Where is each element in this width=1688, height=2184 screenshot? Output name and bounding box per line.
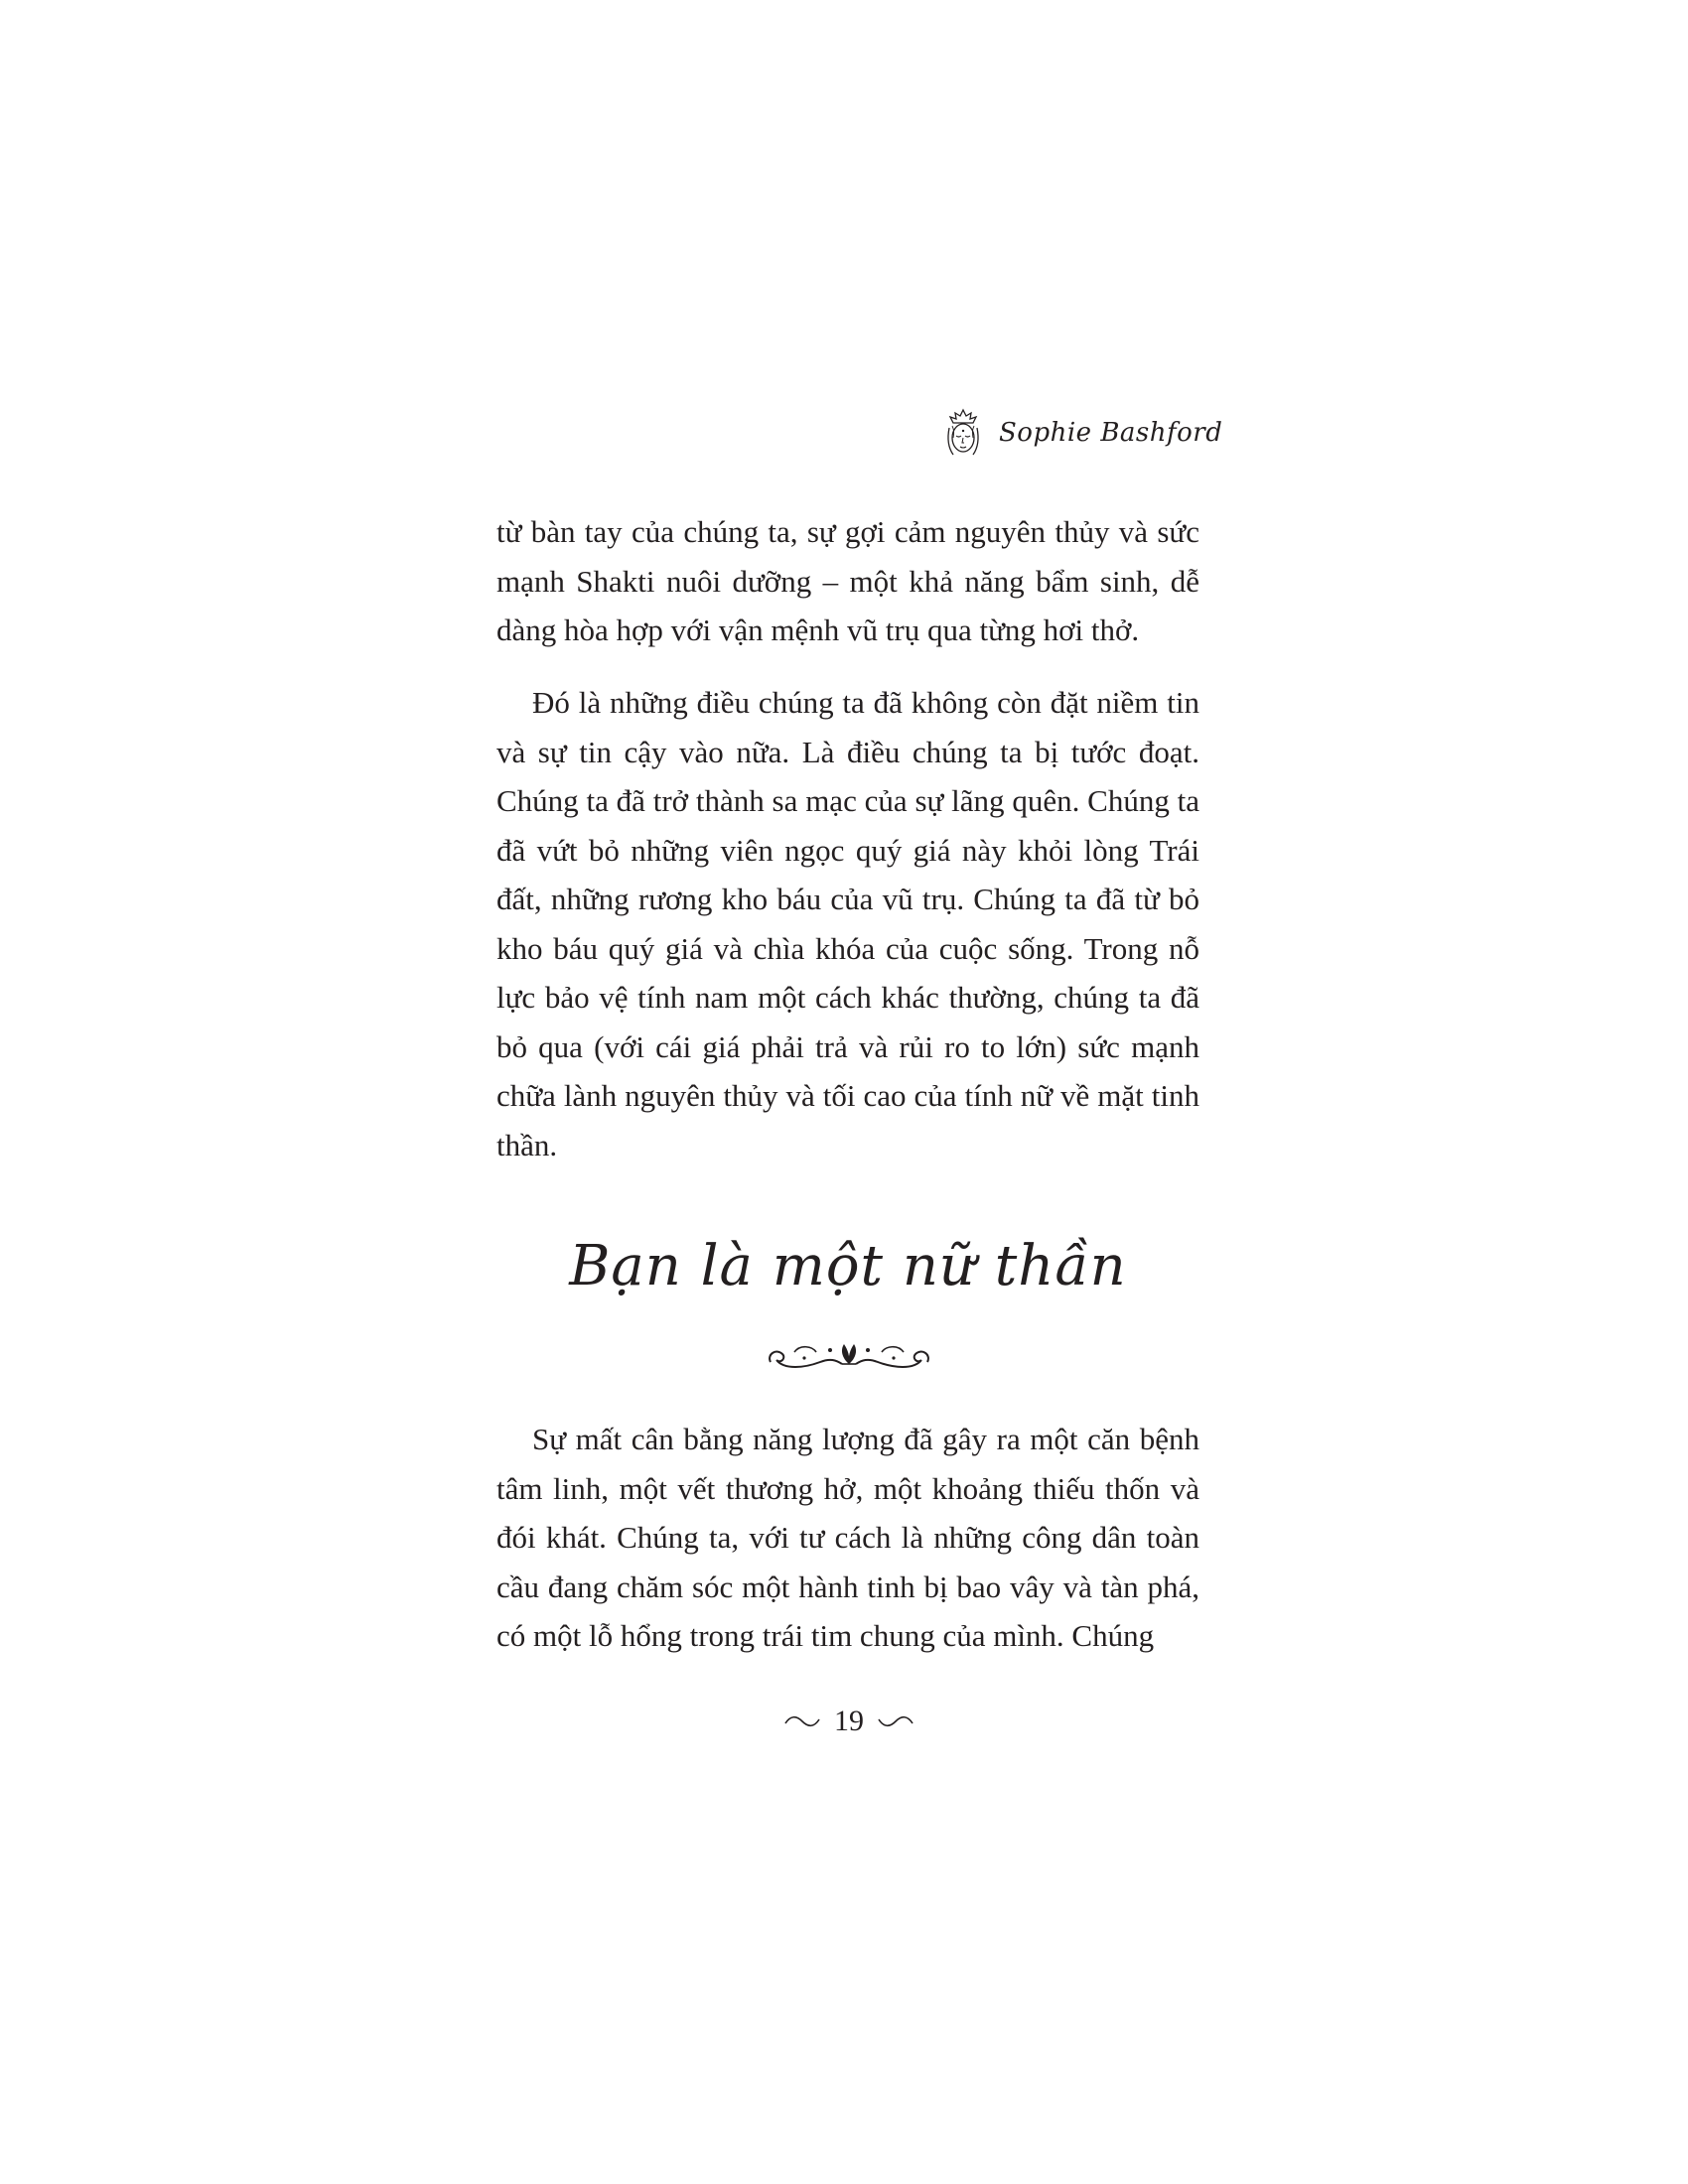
paragraph-continued: từ bàn tay của chúng ta, sự gợi cảm nguyên thủy và sức mạnh Shakti nuôi dưỡng – một khả năng bẩm sinh, dễ dàng hòa hợp với vận mệnh vũ trụ qua từng hơi thở. (496, 514, 1199, 647)
page-number: 19 (834, 1705, 864, 1737)
tilde-swash-icon (876, 1711, 915, 1731)
body-text-block-2 (496, 678, 1199, 1169)
paragraph: Đó là những điều chúng ta đã không còn đặt niềm tin và sự tin cậy vào nữa. Là điều chúng ta bị tước đoạt. Chúng ta đã trở thành sa mạc của sự lãng quên. Chúng ta đã vứt bỏ những viên ngọc quý giá này khỏi lòng Trái đất, những rương kho báu của vũ trụ. Chúng ta đã từ bỏ kho báu quý giá và chìa khóa của cuộc sống. Trong nỗ lực bảo vệ tính nam một cách khác thường, chúng ta đã bỏ qua (với cái giá phải trả và rủi ro to lớn) sức mạnh chữa lành nguyên thủy và tối cao của tính nữ về mặt tinh thần. (496, 685, 1199, 1162)
body-text-block-1 (496, 507, 1199, 655)
paragraph: Sự mất cân bằng năng lượng đã gây ra một căn bệnh tâm linh, một vết thương hở, một khoảng thiếu thốn và đói khát. Chúng ta, với tư cách là những công dân toàn cầu đang chăm sóc một hành tinh bị bao vây và tàn phá, có một lỗ hổng trong trái tim chung của mình. Chúng (496, 1422, 1199, 1653)
body-text-block-3 (496, 1415, 1199, 1661)
author-name: Sophie Bashford (999, 418, 1223, 448)
scroll-flourish-divider-icon (765, 1328, 933, 1382)
tilde-swash-icon (782, 1711, 822, 1731)
page-number-footer (774, 1700, 923, 1743)
running-header (941, 407, 1223, 459)
section-heading: Bạn là một nữ thần (569, 1234, 1127, 1298)
goddess-face-emblem-icon (941, 408, 985, 458)
